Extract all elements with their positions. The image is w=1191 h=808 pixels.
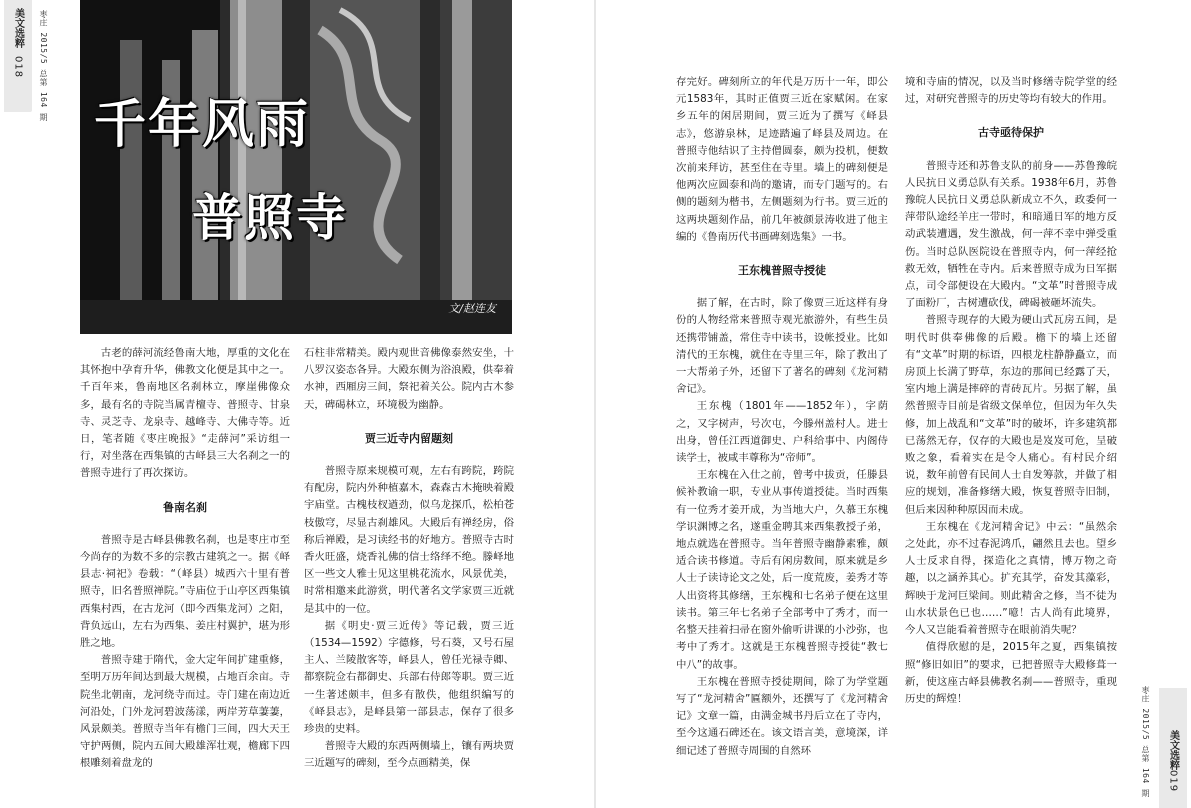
- section-heading: 鲁南名刹: [163, 500, 207, 514]
- right-page: [596, 0, 1191, 808]
- temple-columns-illustration: [80, 0, 512, 334]
- paragraph: 值得欣慰的是，2015年之夏，西集镇按照“修旧如旧”的要求，已把普照寺大殿修葺一新，使这座古峄县佛教名刹——普照寺，重现历史的辉煌！: [905, 641, 1117, 705]
- paragraph: 普照寺原来规模可观，左右有跨院，跨院有配房，院内外种植嘉木，森森古木掩映着殿宇庙堂。古槐枝杈遒劲，似乌龙探爪，松柏苍枝傲穹，尽显古刹雄风。大殿后有禅经房，俗称后禅殿，是习读经书的好地方。普照寺古时香火旺盛，烧香礼佛的信士络绎不绝。滕峄地区一些文人雅士见这里桃花流水，风景优美，时常相邀来此游赏，明代著名文学家贾三近就是其中的一位。: [304, 465, 514, 615]
- section-tab-left: [4, 0, 32, 112]
- text-column-2: [304, 345, 514, 773]
- paragraph: 普照寺是古峄县佛教名刹，也是枣庄市至今尚存的为数不多的宗教古建筑之一。据《峄县志·祠祀》卷载：“（峄县）城西六十里有普照寺，旧名普照禅院。”寺庙位于山亭区西集镇西集村西，在古龙河（即今西集龙河）之阳，背负远山，左右为西集、姜庄村翼护，堪为形胜之地。: [80, 533, 290, 650]
- section-label: 美文选粹: [12, 8, 24, 48]
- paragraph: 王东槐在普照寺授徒期间，除了为学堂题写了“龙河精舍”匾额外，还撰写了《龙河精舍记》文章一篇，由满金城书丹后立在了寺内，至今这通石碑还在。该文语言美，意境深，详细记述了普照寺周围的自然环: [676, 675, 888, 757]
- hero-photo: [80, 0, 512, 334]
- section-tab-right: [1159, 688, 1187, 808]
- section-label: 美文选粹: [1167, 729, 1179, 770]
- title-line-2: 普照寺: [192, 189, 348, 247]
- paragraph: 普照寺大殿的东西两侧墙上，镶有两块贾三近题写的碑刻，至今点画精美，保: [304, 740, 514, 770]
- paragraph: 据《明史·贾三近传》等记载，贾三近（1534—1592）字德修，号石葵，又号石屋主人、兰陵散客等，峄县人，曾任光禄寺卿、都察院佥右都御史、兵部右侍郎等职。贾三近一生著述颇丰，但多有散佚，他组织编写的《峄县志》，是峄县第一部县志，保存了很多珍贵的史料。: [304, 619, 514, 736]
- text-column-4: [905, 74, 1117, 708]
- paragraph: 境和寺庙的情况，以及当时修缮寺院学堂的经过，对研究普照寺的历史等均有较大的作用。: [905, 76, 1117, 106]
- paragraph: 普照寺现存的大殿为硬山式瓦房五间，是明代时供奉佛像的后殿。檐下的墙上还留有“文革”时期的标语，四根龙柱静静矗立，而房顶上长满了野草，东边的那间已经露了天，室内地上满是摔碎的青砖瓦片。另据了解，虽然普照寺目前是省级文保单位，但因为年久失修，加上战乱和“文革”时的破坏，许多建筑都已荡然无存，仅存的大殿也是岌岌可危，呈破败之象，看着实在是令人痛心。有村民介绍说，数年前曾有民间人士自发筹款，并做了相应的规划，准备修缮大殿，恢复普照寺旧制，但后来因种种原因而未成。: [905, 314, 1117, 516]
- text-column-3: [676, 74, 888, 760]
- section-heading: 古寺亟待保护: [978, 126, 1044, 140]
- paragraph: 王东槐（1801年——1852年），字荫之，又字树声，号次屯，今滕州盖村人。进士出身，曾任江西道御史、户科给事中、内阁侍读学士，被咸丰尊称为“帝师”。: [676, 400, 888, 465]
- page-number: 019: [1167, 769, 1179, 792]
- byline: 文/赵连友: [448, 302, 496, 315]
- magazine-issue: 枣庄 2015/5 总第 164 期: [1141, 686, 1150, 798]
- magazine-issue: 枣庄 2015/5 总第 164 期: [39, 10, 48, 122]
- page-number: 018: [12, 56, 24, 79]
- paragraph: 普照寺建于隋代，金大定年间扩建重修，至明万历年间达到最大规模，占地百余亩。寺院坐北朝南，龙河绕寺而过。寺门建在南边近河沿处，门外龙河碧波荡漾，两岸芳草萋萋，风景颇美。普照寺当年有檐门三间，四大天王守护两侧，院内五间大殿雄浑壮观，檐廊下四根雕刻着盘龙的: [80, 654, 290, 770]
- paragraph: 王东槐在《龙河精舍记》中云：“虽然余之处此，亦不过春泥鸿爪，翩然且去也。望乡人士反求自得，探造化之真情，博万物之奇趣，以之涵养其心。扩充其学，奋发其藻彩，辉映于龙河巨梁间。则此精舍之修，当不徒为山水状景色已也……”噫！古人尚有此境界，今人又岂能看着普照寺在眼前消失呢？: [905, 520, 1117, 637]
- section-heading: 王东槐普照寺授徒: [738, 264, 826, 278]
- paragraph: 普照寺还和苏鲁支队的前身——苏鲁豫皖人民抗日义勇总队有关系。1938年6月，苏鲁豫皖人民抗日义勇总队新成立不久，政委何一萍带队途经羊庄一带时，和暗通日军的地方反动武装遭遇，发生激战，何一萍不幸中弹受重伤。当时总队医院设在普照寺内，何一萍经抢救无效，牺牲在寺内。后来普照寺成为日军据点，司令部便设在大殿内。“文革”时普照寺成了面粉厂，古树遭砍伐，碑碣被砸坏流失。: [905, 159, 1117, 310]
- text-column-1: [80, 345, 290, 773]
- title-line-1: 千年风雨: [94, 95, 311, 155]
- paragraph: 王东槐在入仕之前，曾考中拔贡，任滕县候补教谕一职，专业从事传道授徒。当时西集有一位秀才姜开成，为当地大户，久慕王东槐学识渊博之名，遂重金聘其来西集教授子弟，地点就选在普照寺。当年普照寺幽静素雅，颇适合读书修道。寺后有闲房数间，原来就是乡人士子读诗论文之处，后一度荒废，姜秀才等人出资将其修缮，王东槐和七名弟子便在这里读书。第三年七名弟子全部考中了秀才，而一名整天挂着扫帚在窗外偷听讲课的小沙弥，也考中了秀才。这就是王东槐普照寺授徒“教七中八”的故事。: [676, 469, 888, 671]
- paragraph: 存完好。碑刻所立的年代是万历十一年，即公元1583年，其时正值贾三近在家赋闲。在家乡五年的闲居期间，贾三近为了撰写《峄县志》，悠游泉林，足迹踏遍了峄县及周边。在普照寺他结识了主持僧圆泰，颇为投机，便数次前来拜访，甚至住在寺里。墙上的碑刻便是他两次应圆泰和尚的邀请，而专门题写的。右侧的题刻为楷书，左侧题刻为行书。贾三近的这两块题刻作品，前几年被颜景涛收进了他主编的《鲁南历代书画碑刻选集》一书。: [676, 76, 888, 243]
- section-heading: 贾三近寺内留题刻: [365, 431, 453, 445]
- paragraph: 石柱非常精美。殿内观世音佛像泰然安坐，十八罗汉姿态各异。大殿东侧为浴浪殿，供奉着水神，西厢房三间，祭祀着关公。院内古木参天，碑碣林立，环境极为幽静。: [304, 347, 514, 411]
- paragraph: 古老的薛河流经鲁南大地，厚重的文化在其怀抱中孕育升华，佛教文化便是其中之一。千百年来，鲁南地区名刹林立，摩崖佛像众多，最有名的寺院当属青檀寺、普照寺、甘泉寺、灵芝寺、龙泉寺、越峰寺、大佛寺等。近日，笔者随《枣庄晚报》“走薛河”采访组一行，对坐落在西集镇的古峄县三大名刹之一的普照寺进行了再次探访。: [80, 347, 290, 480]
- paragraph: 据了解，在古时，除了像贾三近这样有身份的人物经常来普照寺观光旅游外，有些生员还携带铺盖，常住寺中读书，设帐授业。比如清代的王东槐，就住在寺里三年，除了教出了一大帮弟子外，还留下了著名的碑刻《龙河精舍记》。: [676, 297, 888, 396]
